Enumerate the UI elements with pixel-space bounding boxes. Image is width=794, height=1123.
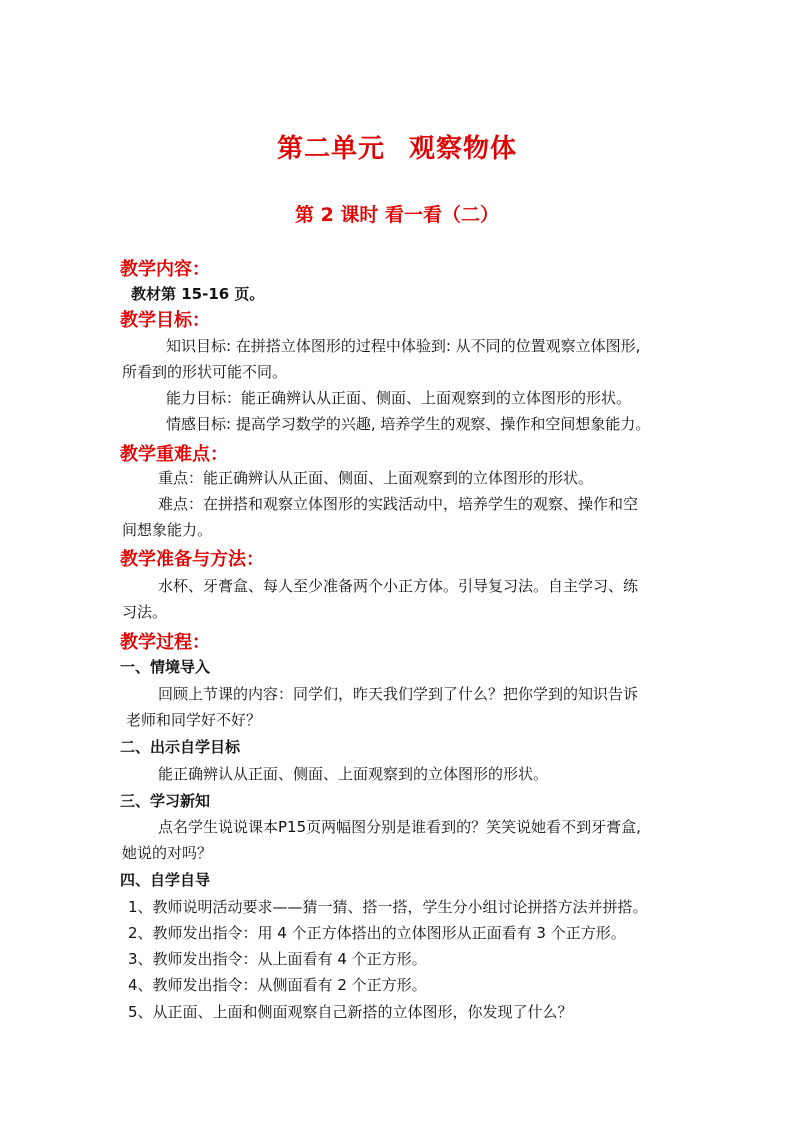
step3-line2: 她说的对吗？ [122, 844, 213, 862]
difficult-point-line2: 间想象能力。 [122, 521, 213, 539]
step-title-2: 二、出示自学目标 [120, 738, 241, 756]
content-text: 教材第 15-16 页。 [131, 285, 265, 303]
section-heading-keypoints: 教学重难点： [120, 444, 228, 465]
difficult-point-line1: 难点：在拼搭和观察立体图形的实践活动中，培养学生的观察、操作和空 [158, 495, 639, 513]
goal-knowledge-line2: 所看到的形状可能不同。 [122, 363, 288, 381]
unit-title: 第二单元 观察物体 [276, 134, 518, 164]
step4-item: 2、教师发出指令：用 4 个正方体搭出的立体图形从正面看有 3 个正方形。 [128, 924, 626, 942]
key-point: 重点：能正确辨认从正面、侧面、上面观察到的立体图形的形状。 [158, 469, 594, 487]
step4-item: 1、教师说明活动要求——猜一猜、搭一搭，学生分小组讨论拼搭方法并拼搭。 [128, 898, 648, 916]
step-title-3: 三、学习新知 [120, 792, 211, 810]
preparation-line2: 习法。 [122, 603, 168, 621]
step1-line2: 老师和同学好不好？ [126, 711, 262, 729]
section-heading-goals: 教学目标： [120, 310, 210, 331]
step4-item: 3、教师发出指令：从上面看有 4 个正方形。 [128, 950, 427, 968]
step1-line1: 回顾上节课的内容：同学们，昨天我们学到了什么？把你学到的知识告诉 [158, 685, 639, 703]
step4-item: 5、从正面、上面和侧面观察自己新搭的立体图形，你发现了什么？ [128, 1003, 573, 1021]
section-heading-process: 教学过程： [120, 632, 210, 653]
step-title-4: 四、自学自导 [120, 871, 211, 889]
goal-emotion: 情感目标: 提高学习数学的兴趣, 培养学生的观察、操作和空间想象能力。 [166, 415, 651, 433]
step3-line1: 点名学生说说课本P15页两幅图分别是谁看到的？笑笑说她看不到牙膏盒, [158, 818, 641, 836]
section-heading-content: 教学内容： [120, 259, 210, 280]
goal-knowledge-line1: 知识目标: 在拼搭立体图形的过程中体验到: 从不同的位置观察立体图形, [166, 337, 641, 355]
section-heading-preparation: 教学准备与方法： [120, 549, 264, 570]
step4-item: 4、教师发出指令：从侧面看有 2 个正方形。 [128, 976, 427, 994]
lesson-subtitle: 第 2 课时 看一看（二） [294, 204, 500, 226]
step2-line1: 能正确辨认从正面、侧面、上面观察到的立体图形的形状。 [158, 765, 549, 783]
preparation-line1: 水杯、牙膏盒、每人至少准备两个小正方体。引导复习法。自主学习、练 [158, 577, 639, 595]
goal-ability: 能力目标：能正确辨认从正面、侧面、上面观察到的立体图形的形状。 [166, 389, 632, 407]
step-title-1: 一、情境导入 [120, 658, 211, 676]
